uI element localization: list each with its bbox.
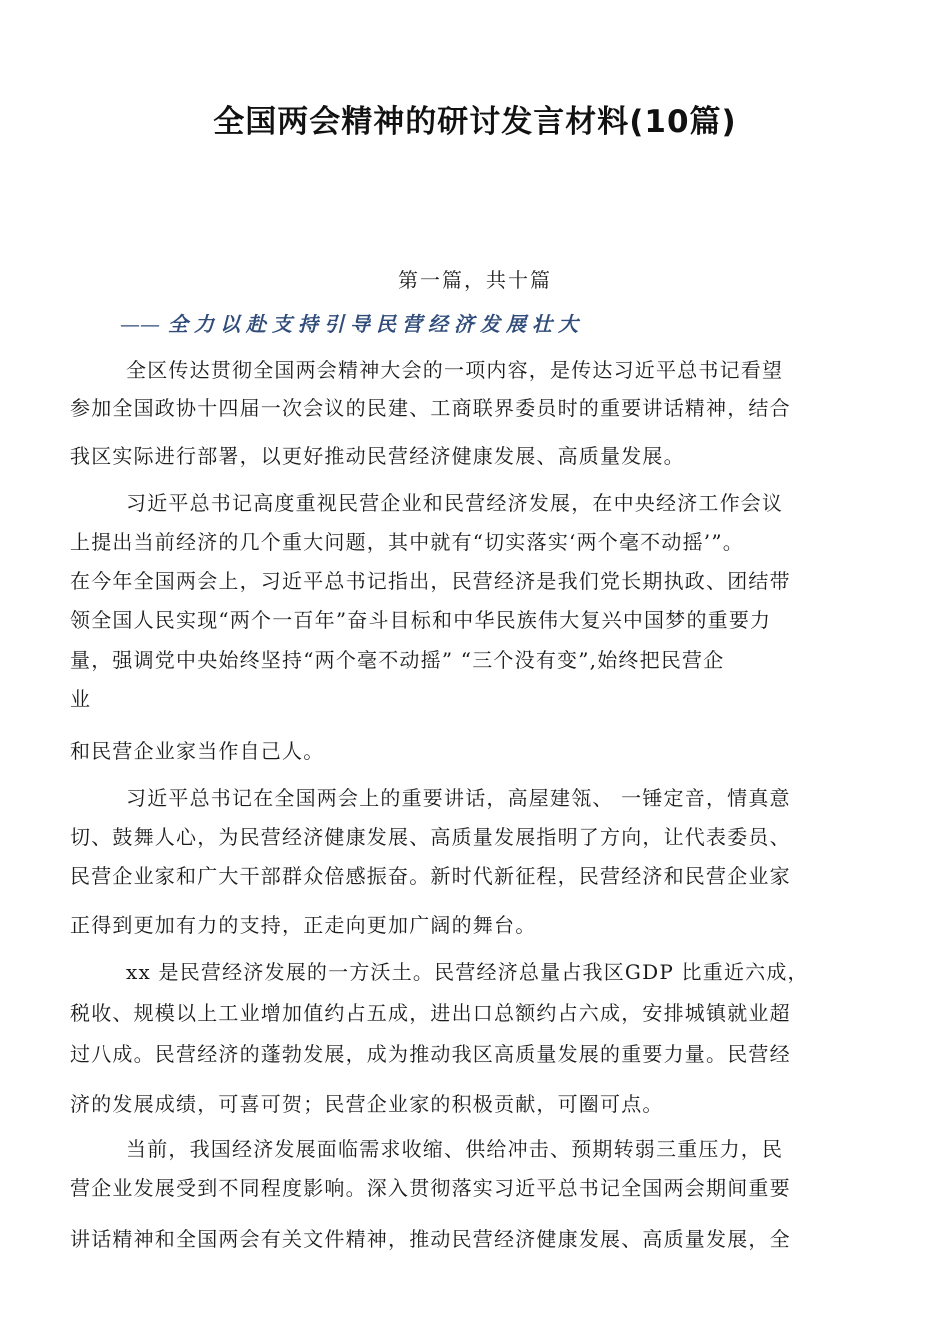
body-line: 领全国人民实现“两个一百年”奋斗目标和中华民族伟大复兴中国梦的重要力 [70, 608, 772, 632]
body-line: 当前，我国经济发展面临需求收缩、供给冲击、预期转弱三重压力，民 [126, 1137, 784, 1161]
body-line: 过八成。民营经济的蓬勃发展，成为推动我区高质量发展的重要力量。民营经 [70, 1042, 791, 1066]
body-line: 量，强调党中央始终坚持“两个毫不动摇” “三个没有变”,始终把民营企 [70, 648, 725, 672]
body-line: 正得到更加有力的支持，正走向更加广阔的舞台。 [70, 913, 537, 937]
body-line: 营企业发展受到不同程度影响。深入贯彻落实习近平总书记全国两会期间重要 [70, 1176, 791, 1200]
subtitle-dash: —— [120, 312, 160, 336]
body-line: 在今年全国两会上，习近平总书记指出，民营经济是我们党长期执政、团结带 [70, 569, 791, 593]
body-line: 全区传达贯彻全国两会精神大会的一项内容，是传达习近平总书记看望 [126, 358, 784, 382]
body-line: 习近平总书记高度重视民营企业和民营经济发展，在中央经济工作会议 [126, 491, 784, 515]
body-line: 参加全国政协十四届一次会议的民建、工商联界委员时的重要讲话精神，结合 [70, 396, 791, 420]
body-line: 和民营企业家当作自己人。 [70, 739, 325, 763]
body-line: 讲话精神和全国两会有关文件精神，推动民营经济健康发展、高质量发展，全 [70, 1227, 791, 1251]
body-line: 我区实际进行部署，以更好推动民营经济健康发展、高质量发展。 [70, 444, 685, 468]
body-line: 习近平总书记在全国两会上的重要讲话，高屋建瓴、 一锤定音，情真意 [126, 786, 791, 810]
body-line: 民营企业家和广大干部群众倍感振奋。新时代新征程，民营经济和民营企业家 [70, 864, 791, 888]
subtitle-text: 全力以赴支持引导民营经济发展壮大 [168, 312, 584, 336]
body-line: 济的发展成绩，可喜可贺；民营企业家的积极贡献，可圈可点。 [70, 1092, 664, 1116]
document-title: 全国两会精神的研讨发言材料(10篇) [213, 104, 737, 140]
body-line: xx 是民营经济发展的一方沃土。民营经济总量占我区GDP 比重近六成， [126, 960, 809, 984]
section-header: 第一篇，共十篇 [398, 268, 552, 292]
body-line: 业 [70, 687, 92, 711]
body-line: 切、鼓舞人心，为民营经济健康发展、高质量发展指明了方向，让代表委员、 [70, 825, 791, 849]
body-line: 上提出当前经济的几个重大问题，其中就有“切实落实‘两个毫不动摇’”。 [70, 530, 744, 554]
section-subtitle [120, 308, 584, 337]
body-line: 税收、规模以上工业增加值约占五成，进出口总额约占六成，安排城镇就业超 [70, 1001, 791, 1025]
